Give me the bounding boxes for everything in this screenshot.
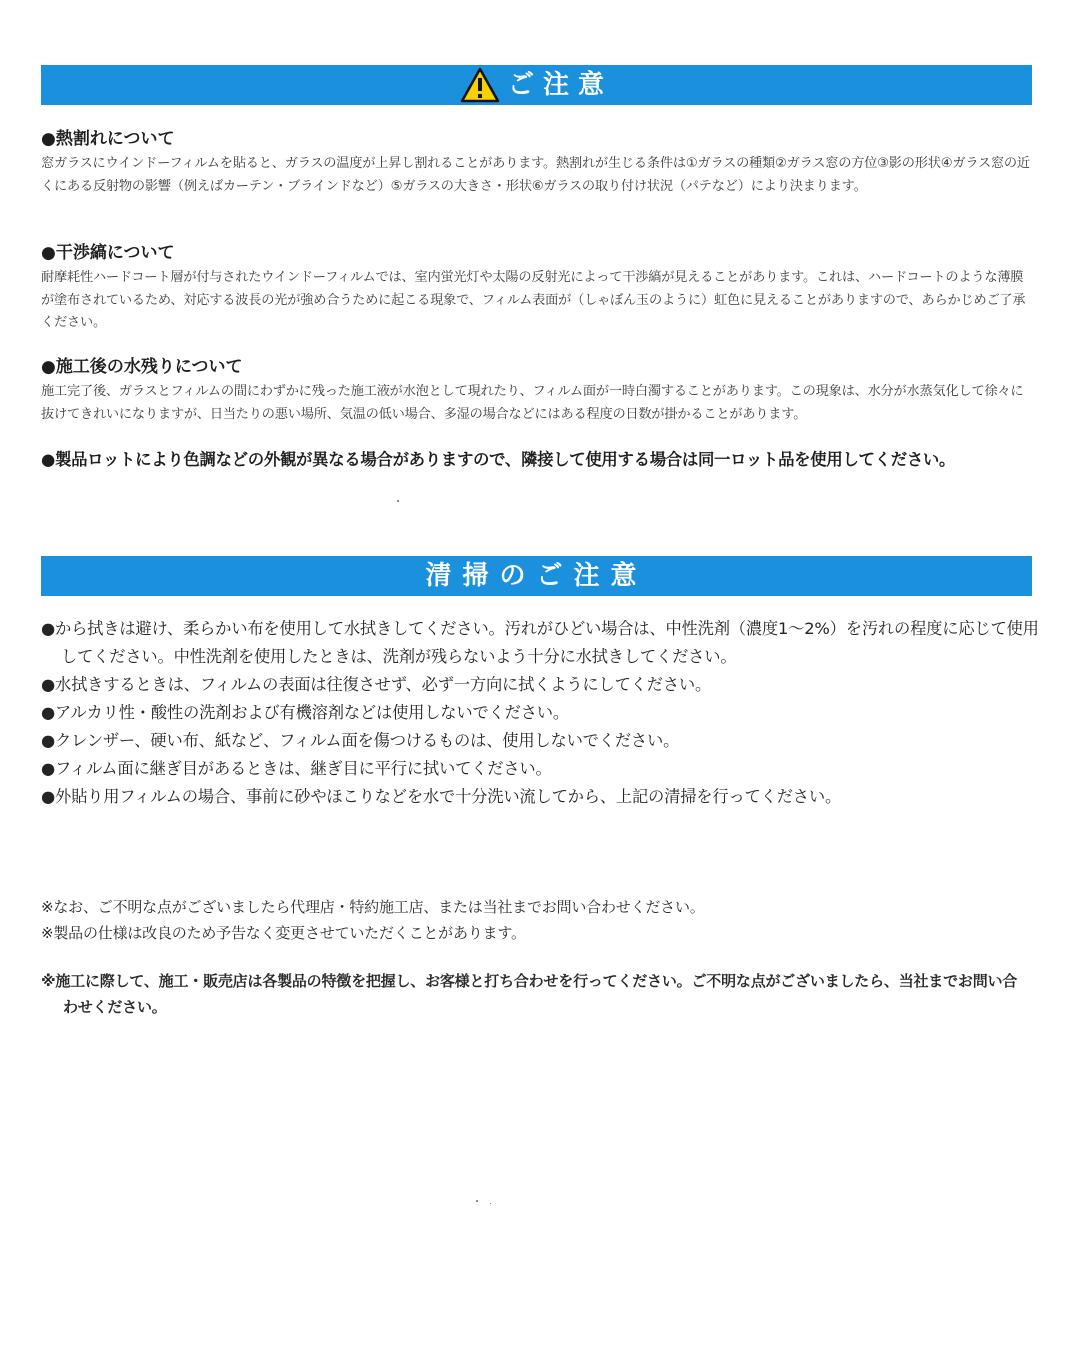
section-body: 窓ガラスにウインドーフィルムを貼ると、ガラスの温度が上昇し割れることがあります。熱割れが生じる条件は①ガラスの種類②ガラス窓の方位③影の形状④ガラス窓の近くにある反射物の影響（例えばカーテン・ブラインドなど）⑤ガラスの大きさ・形状⑥ガラスの取り付け状況（パテなど）により決まります。 <box>41 156 1030 194</box>
section-water-residue <box>41 356 1036 426</box>
section-heading: ●熱割れについて <box>41 129 175 149</box>
section-thermal-crack <box>41 128 1036 198</box>
cleaning-banner <box>41 556 1032 596</box>
scan-speck <box>490 1203 491 1204</box>
list-item: ●アルカリ性・酸性の洗剤および有機溶剤などは使用しないでください。 <box>41 703 569 722</box>
cleaning-title: 清掃のご注意 <box>425 561 648 591</box>
lot-variation-note: ●製品ロットにより色調などの外観が異なる場合がありますので、隣接して使用する場合は同一ロット品を使用してください。 <box>41 450 956 469</box>
section-body: 施工完了後、ガラスとフィルムの間にわずかに残った施工液が水泡として現れたり、フィルム面が一時白濁することがあります。この現象は、水分が水蒸気化して徐々に抜けてきれいになりますが、日当たりの悪い場所、気温の低い場合、多湿の場合などにはある程度の日数が掛かることがあります。 <box>41 384 1024 422</box>
footnote-inquiry: ※なお、ご不明な点がございましたら代理店・特約施工店、または当社までお問い合わせください。 <box>41 898 705 916</box>
list-item: ●クレンザー、硬い布、紙など、フィルム面を傷つけるものは、使用しないでください。 <box>41 731 680 750</box>
section-heading: ●干渉縞について <box>41 243 175 263</box>
section-body: 耐摩耗性ハードコート層が付与されたウインドーフィルムでは、室内蛍光灯や太陽の反射光によって干渉縞が見えることがあります。これは、ハードコートのような薄膜が塗布されているため、対応する波長の光が強め合うために起こる現象で、フィルム表面が（しゃぼん玉のように）虹色に見えることがありますので、あらかじめご了承ください。 <box>41 270 1026 330</box>
caution-title: ご注意 <box>507 70 613 100</box>
section-heading: ●施工後の水残りについて <box>41 357 243 377</box>
section-interference-fringe <box>41 242 1036 335</box>
list-item: ●外貼り用フィルムの場合、事前に砂やほこりなどを水で十分洗い流してから、上記の清掃を行ってください。 <box>41 787 842 806</box>
scan-speck <box>397 500 399 502</box>
caution-banner <box>41 65 1032 105</box>
warning-triangle-icon <box>460 67 500 103</box>
list-item: ●から拭きは避け、柔らかい布を使用して水拭きしてください。汚れがひどい場合は、中性洗剤（濃度1〜2%）を汚れの程度に応じて使用してください。中性洗剤を使用したときは、洗剤が残らないよう十分に水拭きしてください。 <box>41 619 1039 666</box>
scan-speck <box>476 1200 478 1202</box>
footnote-spec-change: ※製品の仕様は改良のため予告なく変更させていただくことがあります。 <box>41 924 526 942</box>
footnote-installer: ※施工に際して、施工・販売店は各製品の特徴を把握し、お客様と打ち合わせを行ってください。ご不明な点がございましたら、当社までお問い合わせください。 <box>41 972 1018 1016</box>
footnotes <box>41 894 1031 1020</box>
list-item: ●フィルム面に継ぎ目があるときは、継ぎ目に平行に拭いてください。 <box>41 759 552 778</box>
cleaning-list <box>41 615 1041 811</box>
list-item: ●水拭きするときは、フィルムの表面は往復させず、必ず一方向に拭くようにしてください。 <box>41 675 712 694</box>
